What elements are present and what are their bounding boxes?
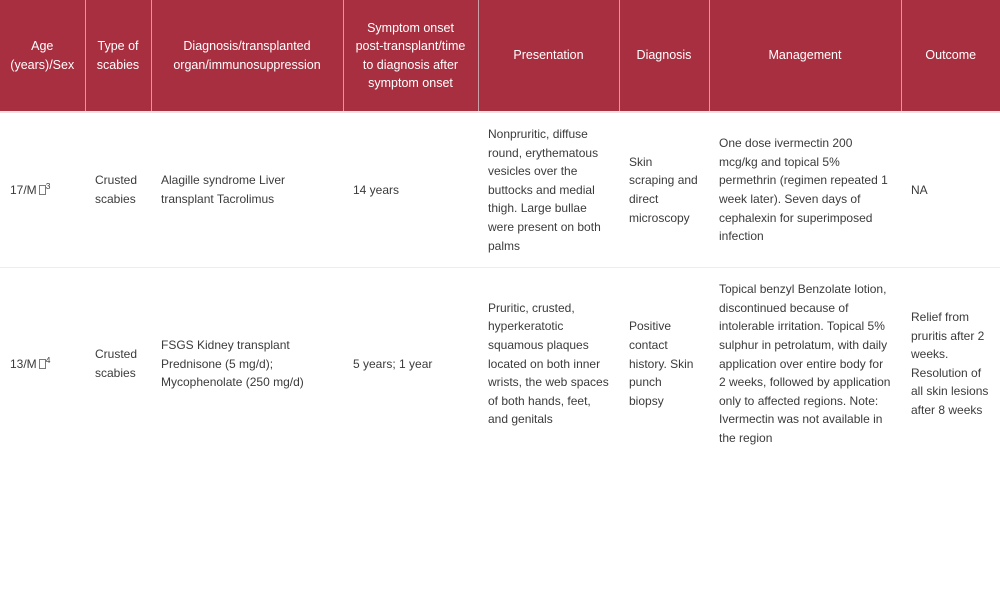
cell-presentation: Pruritic, crusted, hyperkeratotic squamous plaques located on both inner wrists, the web spaces of both hands, feet, and genitals <box>478 268 619 460</box>
cell-age-sex <box>0 268 85 460</box>
column-header-diagnosis-transplant: Diagnosis/transplanted organ/immunosuppression <box>151 0 343 112</box>
table-body <box>0 112 1000 460</box>
cell-presentation: Nonpruritic, diffuse round, erythematous vesicles over the buttocks and medial thigh. Large bullae were present on both palms <box>478 112 619 268</box>
column-header-management: Management <box>709 0 901 112</box>
column-header-diagnosis: Diagnosis <box>619 0 709 112</box>
reference-marker: 3 <box>45 180 51 191</box>
cell-type-of-scabies: Crusted scabies <box>85 268 151 460</box>
cell-diagnosis-transplant: Alagille syndrome Liver transplant Tacrolimus <box>151 112 343 268</box>
missing-glyph-icon <box>39 185 46 195</box>
cell-diagnosis: Skin scraping and direct microscopy <box>619 112 709 268</box>
table-row <box>0 112 1000 268</box>
cell-outcome: NA <box>901 112 1000 268</box>
cell-outcome: Relief from pruritis after 2 weeks. Resolution of all skin lesions after 8 weeks <box>901 268 1000 460</box>
cell-management: Topical benzyl Benzolate lotion, discontinued because of intolerable irritation. Topical 5% sulphur in petrolatum, with daily application over entire body for 2 weeks, followed by application only to affected regions. Note: Ivermectin was not available in the region <box>709 268 901 460</box>
missing-glyph-icon <box>39 359 46 369</box>
age-sex-value: 13/M <box>10 356 37 371</box>
cell-management: One dose ivermectin 200 mcg/kg and topical 5% permethrin (regimen repeated 1 week later). Seven days of cephalexin for superimposed infection <box>709 112 901 268</box>
table-row <box>0 268 1000 460</box>
column-header-type-of-scabies: Type of scabies <box>85 0 151 112</box>
column-header-age-sex: Age (years)/Sex <box>0 0 85 112</box>
column-header-outcome: Outcome <box>901 0 1000 112</box>
cell-symptom-onset: 14 years <box>343 112 478 268</box>
reference-marker: 4 <box>45 354 51 365</box>
column-header-symptom-onset: Symptom onset post-transplant/time to diagnosis after symptom onset <box>343 0 478 112</box>
cell-diagnosis: Positive contact history. Skin punch biopsy <box>619 268 709 460</box>
table-header <box>0 0 1000 112</box>
cell-diagnosis-transplant: FSGS Kidney transplant Prednisone (5 mg/d); Mycophenolate (250 mg/d) <box>151 268 343 460</box>
table-header-row <box>0 0 1000 112</box>
cell-type-of-scabies: Crusted scabies <box>85 112 151 268</box>
cell-symptom-onset: 5 years; 1 year <box>343 268 478 460</box>
cell-age-sex <box>0 112 85 268</box>
column-header-presentation: Presentation <box>478 0 619 112</box>
age-sex-value: 17/M <box>10 182 37 197</box>
